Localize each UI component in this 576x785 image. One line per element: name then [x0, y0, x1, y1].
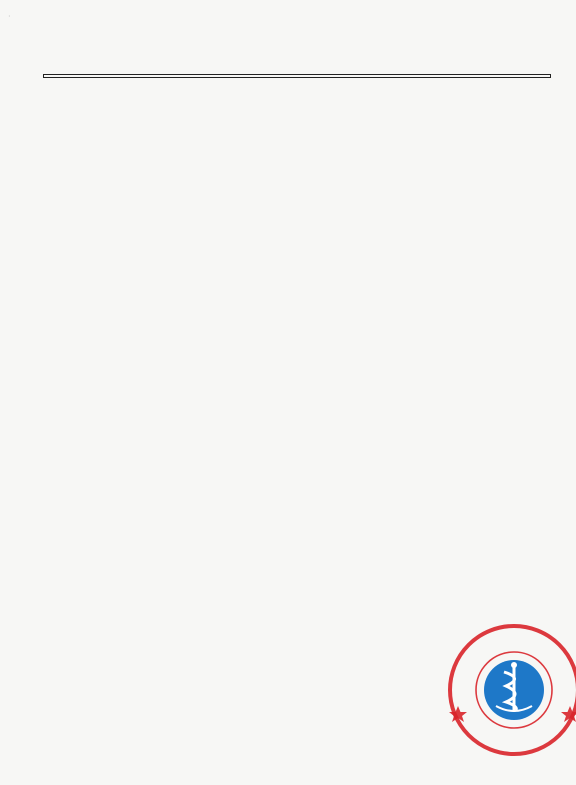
staff-table — [43, 74, 551, 78]
section-title — [44, 75, 551, 78]
caduceus-icon — [484, 660, 544, 720]
scan-speck: · — [8, 12, 11, 21]
section-row — [44, 75, 551, 78]
official-stamp — [444, 618, 576, 758]
